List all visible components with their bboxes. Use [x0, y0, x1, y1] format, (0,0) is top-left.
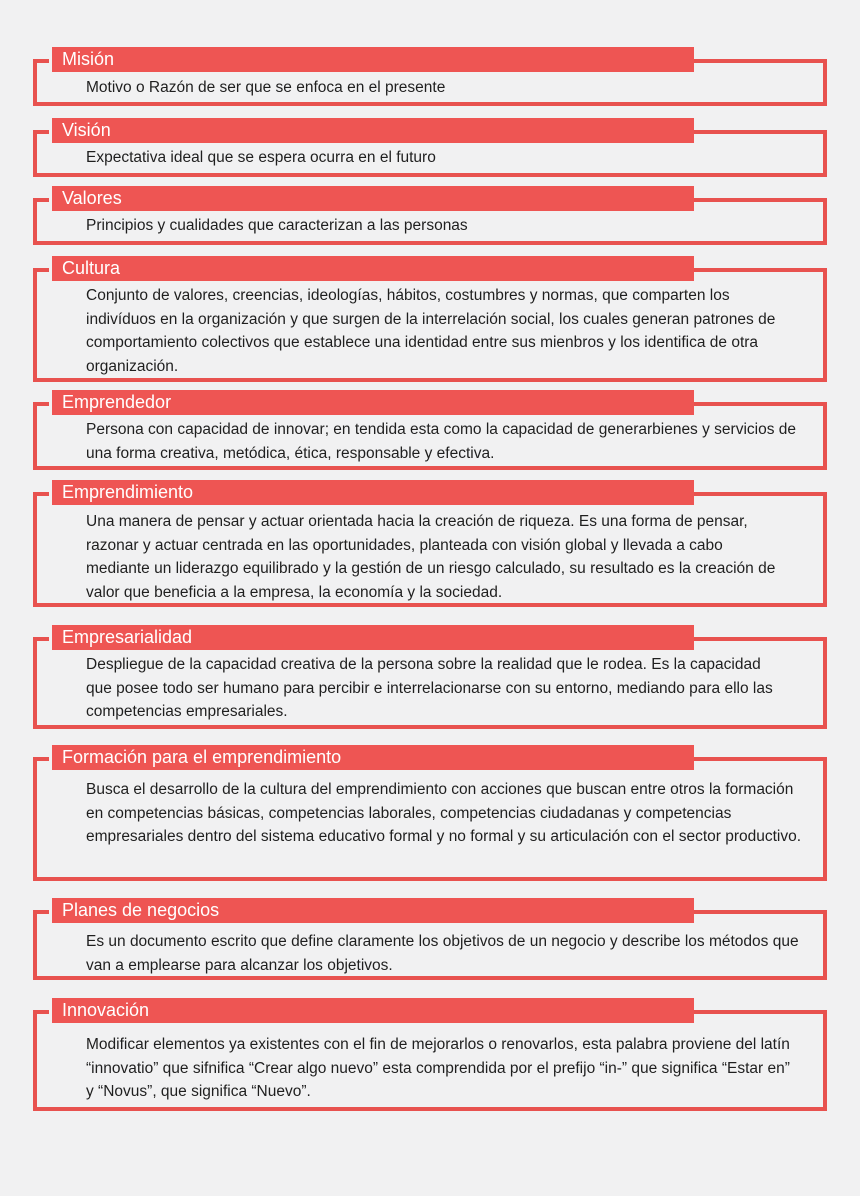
card-title-empresarialidad: Empresarialidad: [52, 625, 694, 650]
card-title-vision: Visión: [52, 118, 694, 143]
card-text-emprendedor: Persona con capacidad de innovar; en tendida esta como la capacidad de generarbienes y servicios de una forma creativa, metódica, ética, responsable y efectiva.: [86, 421, 797, 462]
card-text-vision: Expectativa ideal que se espera ocurra en el futuro: [86, 149, 436, 166]
card-title-planes: Planes de negocios: [52, 898, 694, 923]
card-text-empresarialidad: Despliegue de la capacidad creativa de la persona sobre la realidad que le rodea. Es la capacidad que posee todo ser humano para percibir e interrelacionarse con su entorno, mediando para ello las competencias empresariales.: [86, 656, 773, 720]
card-text-planes: Es un documento escrito que define claramente los objetivos de un negocio y describe los métodos que van a emplearse para alcanzar los objetivos.: [86, 933, 799, 974]
card-text-innovacion: Modificar elementos ya existentes con el fin de mejorarlos o renovarlos, esta palabra proviene del latín “innovatio” que sifnifica “Crear algo nuevo” esta comprendida por el prefijo “in-” que significa “Estar en” y “Novus”, que significa “Nuevo”.: [86, 1036, 790, 1100]
card-title-emprendedor: Emprendedor: [52, 390, 694, 415]
card-text-emprendimiento: Una manera de pensar y actuar orientada hacia la creación de riqueza. Es una forma de pensar, razonar y actuar centrada en las oportunidades, planteada con visión global y llevada a cabo mediante un liderazgo equilibrado y la gestión de un riesgo calculado, su resultado es la creación de valor que beneficia a la empresa, la economía y la sociedad.: [86, 513, 776, 601]
card-title-valores: Valores: [52, 186, 694, 211]
card-title-mision: Misión: [52, 47, 694, 72]
card-title-formacion: Formación para el emprendimiento: [52, 745, 694, 770]
card-title-cultura: Cultura: [52, 256, 694, 281]
card-text-formacion: Busca el desarrollo de la cultura del emprendimiento con acciones que buscan entre otros la formación en competencias básicas, competencias laborales, competencias ciudadanas y competencias empresariales dentro del sistema educativo formal y no formal y su articulación con el sector productivo.: [86, 781, 802, 845]
card-text-valores: Principios y cualidades que caracterizan a las personas: [86, 217, 468, 234]
card-title-innovacion: Innovación: [52, 998, 694, 1023]
card-text-cultura: Conjunto de valores, creencias, ideologías, hábitos, costumbres y normas, que comparten los indivíduos en la organización y que surgen de la interrelación social, los cuales generan patrones de comportamiento colectivos que establece una identidad entre sus mienbros y los identifica de otra organización.: [86, 287, 776, 375]
card-text-mision: Motivo o Razón de ser que se enfoca en el presente: [86, 79, 446, 96]
card-title-emprendimiento: Emprendimiento: [52, 480, 694, 505]
